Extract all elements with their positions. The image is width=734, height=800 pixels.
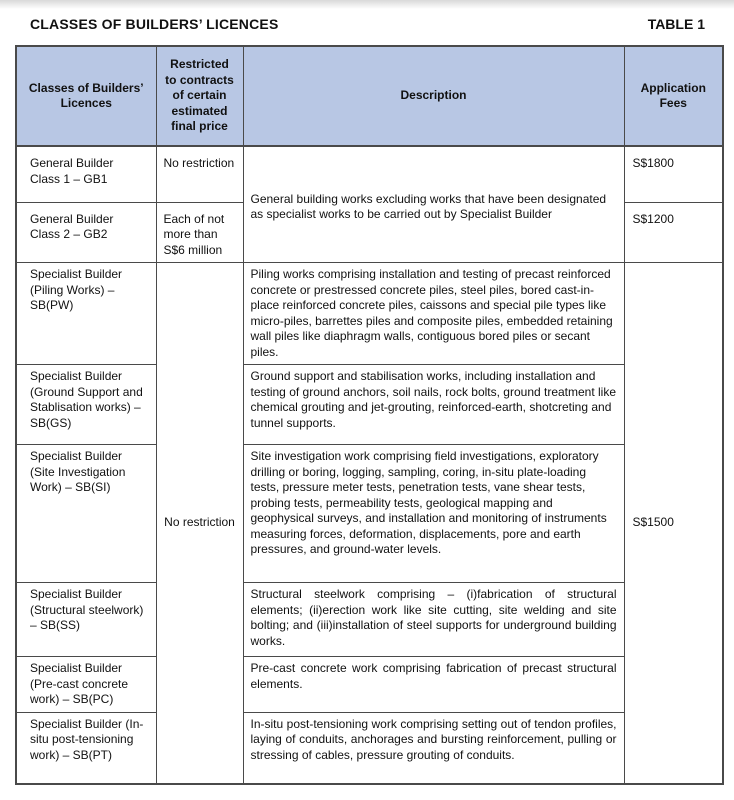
licence-class-cell: General Builder Class 2 – GB2: [16, 202, 156, 263]
table-label: TABLE 1: [647, 16, 705, 32]
restriction-cell: No restriction: [156, 146, 243, 202]
title-row: [15, 16, 722, 32]
description-cell: Site investigation work comprising field investigations, exploratory drilling or boring, logging, sampling, coring, in-situ plate-loading tests, pressure meter tests, penetration tests, vane shear tests, probing tests, permeability tests, geological mapping and geophysical surveys, and installation and monitoring of instruments measuring forces, deformation, displacements, pore and earth pressures, and ground-water levels.: [243, 445, 624, 583]
licence-class-cell: Specialist Builder (Structural steelwork) – SB(SS): [16, 583, 156, 657]
header-application-fees: Application Fees: [624, 46, 723, 146]
table-header-row: [16, 46, 723, 146]
description-cell: Pre-cast concrete work comprising fabrication of precast structural elements.: [243, 657, 624, 713]
scan-artifact-top-edge: [0, 0, 734, 9]
header-restricted-price: Restricted to contracts of certain estimated final price: [156, 46, 243, 146]
fee-cell: S$1800: [624, 146, 723, 202]
licence-class-cell: General Builder Class 1 – GB1: [16, 146, 156, 202]
table-row-sb-pc: [16, 657, 723, 713]
description-cell: In-situ post-tensioning work comprising setting out of tendon profiles, laying of conduits, anchorages and bursting reinforcement, pulling or stressing of cables, pressure grouting of conduits.: [243, 712, 624, 784]
fee-cell: S$1200: [624, 202, 723, 263]
table-row-sb-pt: [16, 712, 723, 784]
restriction-cell: Each of not more than S$6 million: [156, 202, 243, 263]
licence-class-cell: Specialist Builder (Site Investigation Work) – SB(SI): [16, 445, 156, 583]
header-classes-of-licences: Classes of Builders’ Licences: [16, 46, 156, 146]
restriction-cell: No restriction: [156, 263, 243, 785]
table-row-sb-si: [16, 445, 723, 583]
licence-class-cell: Specialist Builder (Piling Works) – SB(PW): [16, 263, 156, 365]
licence-class-cell: Specialist Builder (Pre-cast concrete work) – SB(PC): [16, 657, 156, 713]
table-row-gb1: [16, 146, 723, 202]
builders-licences-table: [15, 45, 724, 785]
description-cell: Piling works comprising installation and testing of precast reinforced concrete or prestressed concrete piles, steel piles, bored cast-in-place reinforced concrete piles, caissons and special pile types like micro-piles, barrettes piles and composite piles, embedded retaining wall piles like diaphragm walls, contiguous bored piles or secant piles.: [243, 263, 624, 365]
header-description: Description: [243, 46, 624, 146]
licence-class-cell: Specialist Builder (Ground Support and Stablisation works) – SB(GS): [16, 365, 156, 445]
page-title: CLASSES OF BUILDERS’ LICENCES: [30, 16, 279, 32]
fee-cell: S$1500: [624, 263, 723, 785]
table-row-sb-gs: [16, 365, 723, 445]
table-row-sb-ss: [16, 583, 723, 657]
description-cell: Ground support and stabilisation works, including installation and testing of ground anchors, soil nails, rock bolts, ground treatment like chemical grouting and jet-grouting, reinforced-earth, shotcreting and tunnel supports.: [243, 365, 624, 445]
table-row-sb-pw: [16, 263, 723, 365]
description-cell: Structural steelwork comprising – (i)fabrication of structural elements; (ii)erection work like site cutting, site welding and site bolting; and (iii)installation of steel supports for underground building works.: [243, 583, 624, 657]
licence-class-cell: Specialist Builder (In-situ post-tensioning work) – SB(PT): [16, 712, 156, 784]
description-cell: General building works excluding works that have been designated as specialist works to be carried out by Specialist Builder: [243, 146, 624, 263]
